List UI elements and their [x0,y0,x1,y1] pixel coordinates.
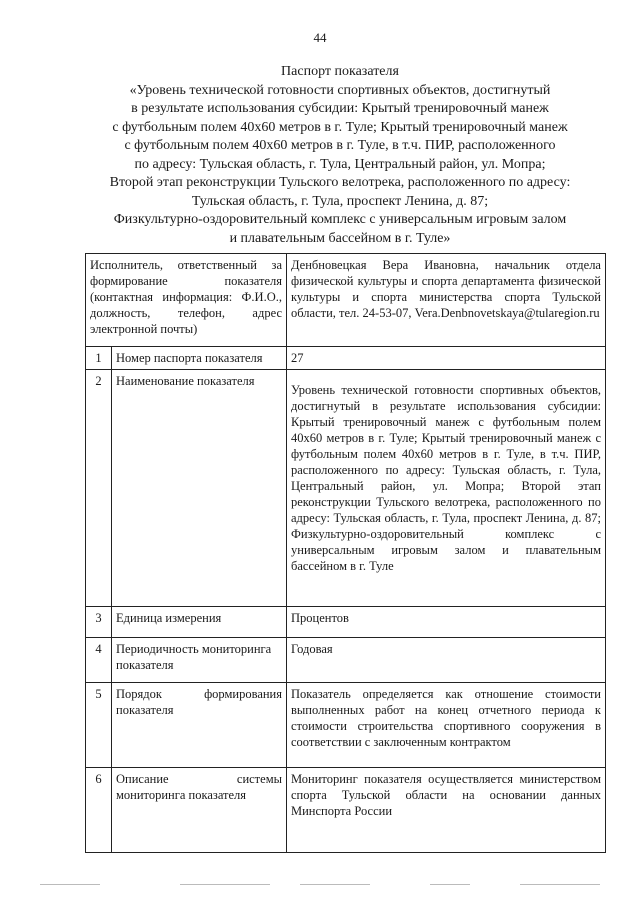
row-label: Номер паспорта показателя [112,347,287,370]
row-number: 2 [86,370,112,607]
indicator-title-line: Тульская область, г. Тула, проспект Ленина, д. 87; [191,193,489,209]
passport-header [70,63,610,248]
table-row [86,370,606,607]
row-value: Показатель определяется как отношение стоимости выполненных работ на конец отчетного периода к стоимости строительства спортивного сооружения в соответствии с заключенным контрактом [287,683,606,768]
table-row [86,347,606,370]
indicator-title-line: с футбольным полем 40х60 метров в г. Туле, в т.ч. ПИР, расположенного [124,138,556,153]
row-number: 6 [86,768,112,853]
row-label: Порядок формирования показателя [112,683,287,768]
row-number: 3 [86,607,112,638]
row-number: 1 [86,347,112,370]
executor-value: Денбновецкая Вера Ивановна, начальник отдела физической культуры и спорта департамента физической культуры и спорта министерства спорта Тульской области, тел. 24-53-07, Vera.Denbnovetskaya@tularegion.ru [287,254,606,347]
table-row [86,638,606,683]
indicator-title-line: Второй этап реконструкции Тульского велотрека, расположенного по адресу: [109,175,571,190]
scan-artifact [0,884,640,888]
indicator-title-line: и плавательным бассейном в г. Туле» [229,230,451,246]
table-row [86,683,606,768]
row-value: Процентов [287,607,606,638]
executor-label: Исполнитель, ответственный за формирование показателя (контактная информация: Ф.И.О., должность, телефон, адрес электронной почты) [86,254,287,347]
row-label: Единица измерения [112,607,287,638]
row-value: Уровень технической готовности спортивных объектов, достигнутый в результате использования субсидии: Крытый тренировочный манеж с футбольным полем 40х60 метров в г. Туле; Крытый тренировочный манеж с футбольным полем 40х60 метров в г. Туле, в т.ч. ПИР, расположенного по адресу: Тульская область, г. Тула, Центральный район, ул. Мопра; Второй этап реконструкции Тульского велотрека, расположенного по адресу: Тульская область, г. Тула, проспект Ленина, д. 87; Физкультурно-оздоровительный комплекс с универсальным игровым залом и плавательным бассейном в г. Туле [287,370,606,607]
indicator-title-line: в результате использования субсидии: Крытый тренировочный манеж [131,101,549,116]
table-row [86,607,606,638]
row-value: 27 [287,347,606,370]
row-label: Наименование показателя [112,370,287,607]
table-row [86,768,606,853]
row-value: Мониторинг показателя осуществляется министерством спорта Тульской области на основании данных Минспорта России [287,768,606,853]
page-number: 44 [313,30,327,45]
indicator-title-line: Физкультурно-оздоровительный комплекс с универсальным игровым залом [113,212,567,227]
passport-table [85,253,606,853]
indicator-title-line: по адресу: Тульская область, г. Тула, Центральный район, ул. Мопра; [134,156,546,172]
row-value: Годовая [287,638,606,683]
indicator-title-line: «Уровень технической готовности спортивных объектов, достигнутый [129,82,551,98]
row-label: Периодичность мониторинга показателя [112,638,287,683]
row-label: Описание системы мониторинга показателя [112,768,287,853]
passport-title: Паспорт показателя [281,64,399,79]
row-number: 5 [86,683,112,768]
row-number: 4 [86,638,112,683]
table-row-executor [86,254,606,347]
indicator-title-line: с футбольным полем 40х60 метров в г. Туле; Крытый тренировочный манеж [112,119,568,135]
